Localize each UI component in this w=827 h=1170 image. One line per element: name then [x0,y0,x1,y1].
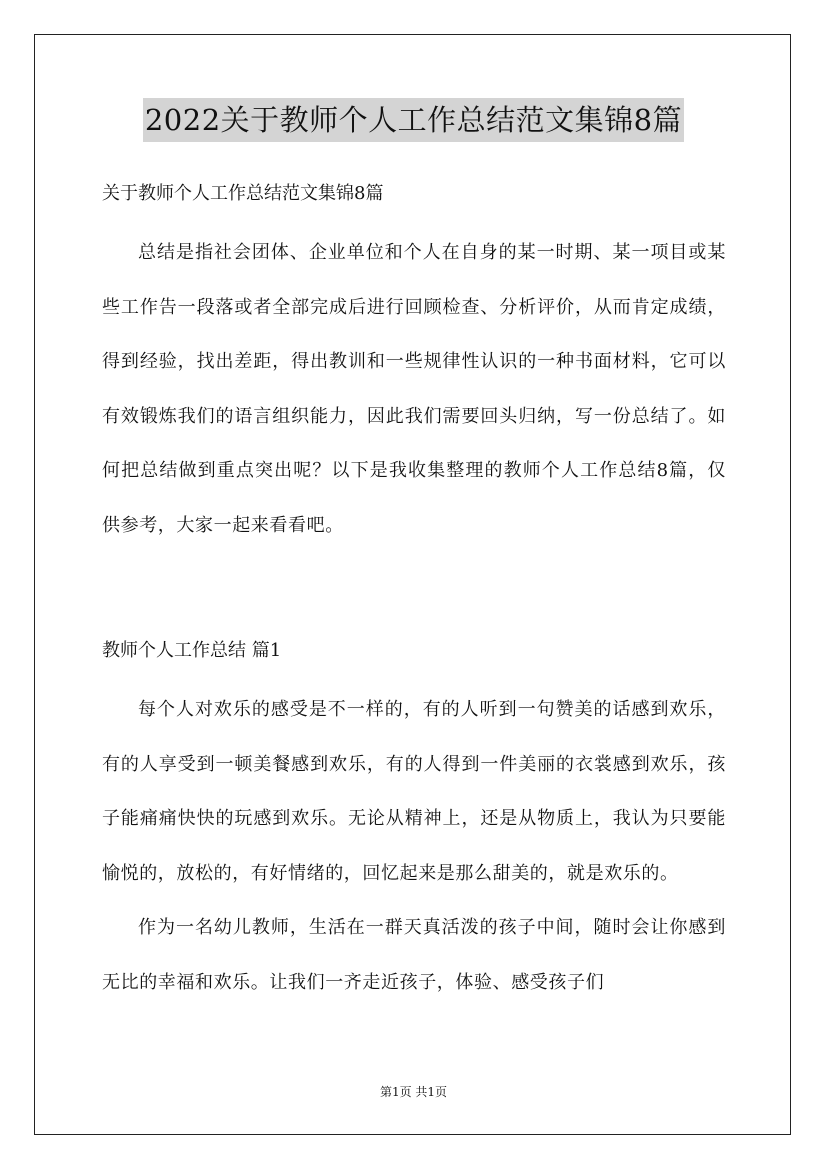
intro-paragraph: 总结是指社会团体、企业单位和个人在自身的某一时期、某一项目或某些工作告一段落或者全部完成后进行回顾检查、分析评价，从而肯定成绩，得到经验，找出差距，得出教训和一些规律性认识的一种书面材料，它可以有效锻炼我们的语言组织能力，因此我们需要回头归纳，写一份总结了。如何把总结做到重点突出呢？以下是我收集整理的教师个人工作总结8篇，仅供参考，大家一起来看看吧。 [102,242,726,536]
page-footer: 第1页 共1页 [379,1085,448,1099]
document-title: 2022关于教师个人工作总结范文集锦8篇 [143,98,684,142]
document-body [102,172,726,1010]
section-paragraph-2: 作为一名幼儿教师，生活在一群天真活泼的孩子中间，随时会让你感到无比的幸福和欢乐。让我们一齐走近孩子，体验、感受孩子们 [102,917,726,993]
title-wrap [0,98,827,142]
document-subtitle: 关于教师个人工作总结范文集锦8篇 [102,183,384,204]
section-paragraph-1: 每个人对欢乐的感受是不一样的，有的人听到一句赞美的话感到欢乐，有的人享受到一顿美餐感到欢乐，有的人得到一件美丽的衣裳感到欢乐，孩子能痛痛快快的玩感到欢乐。无论从精神上，还是从物质上，我认为只要能愉悦的，放松的，有好情绪的，回忆起来是那么甜美的，就是欢乐的。 [102,699,726,884]
section-heading: 教师个人工作总结 篇1 [102,640,282,661]
